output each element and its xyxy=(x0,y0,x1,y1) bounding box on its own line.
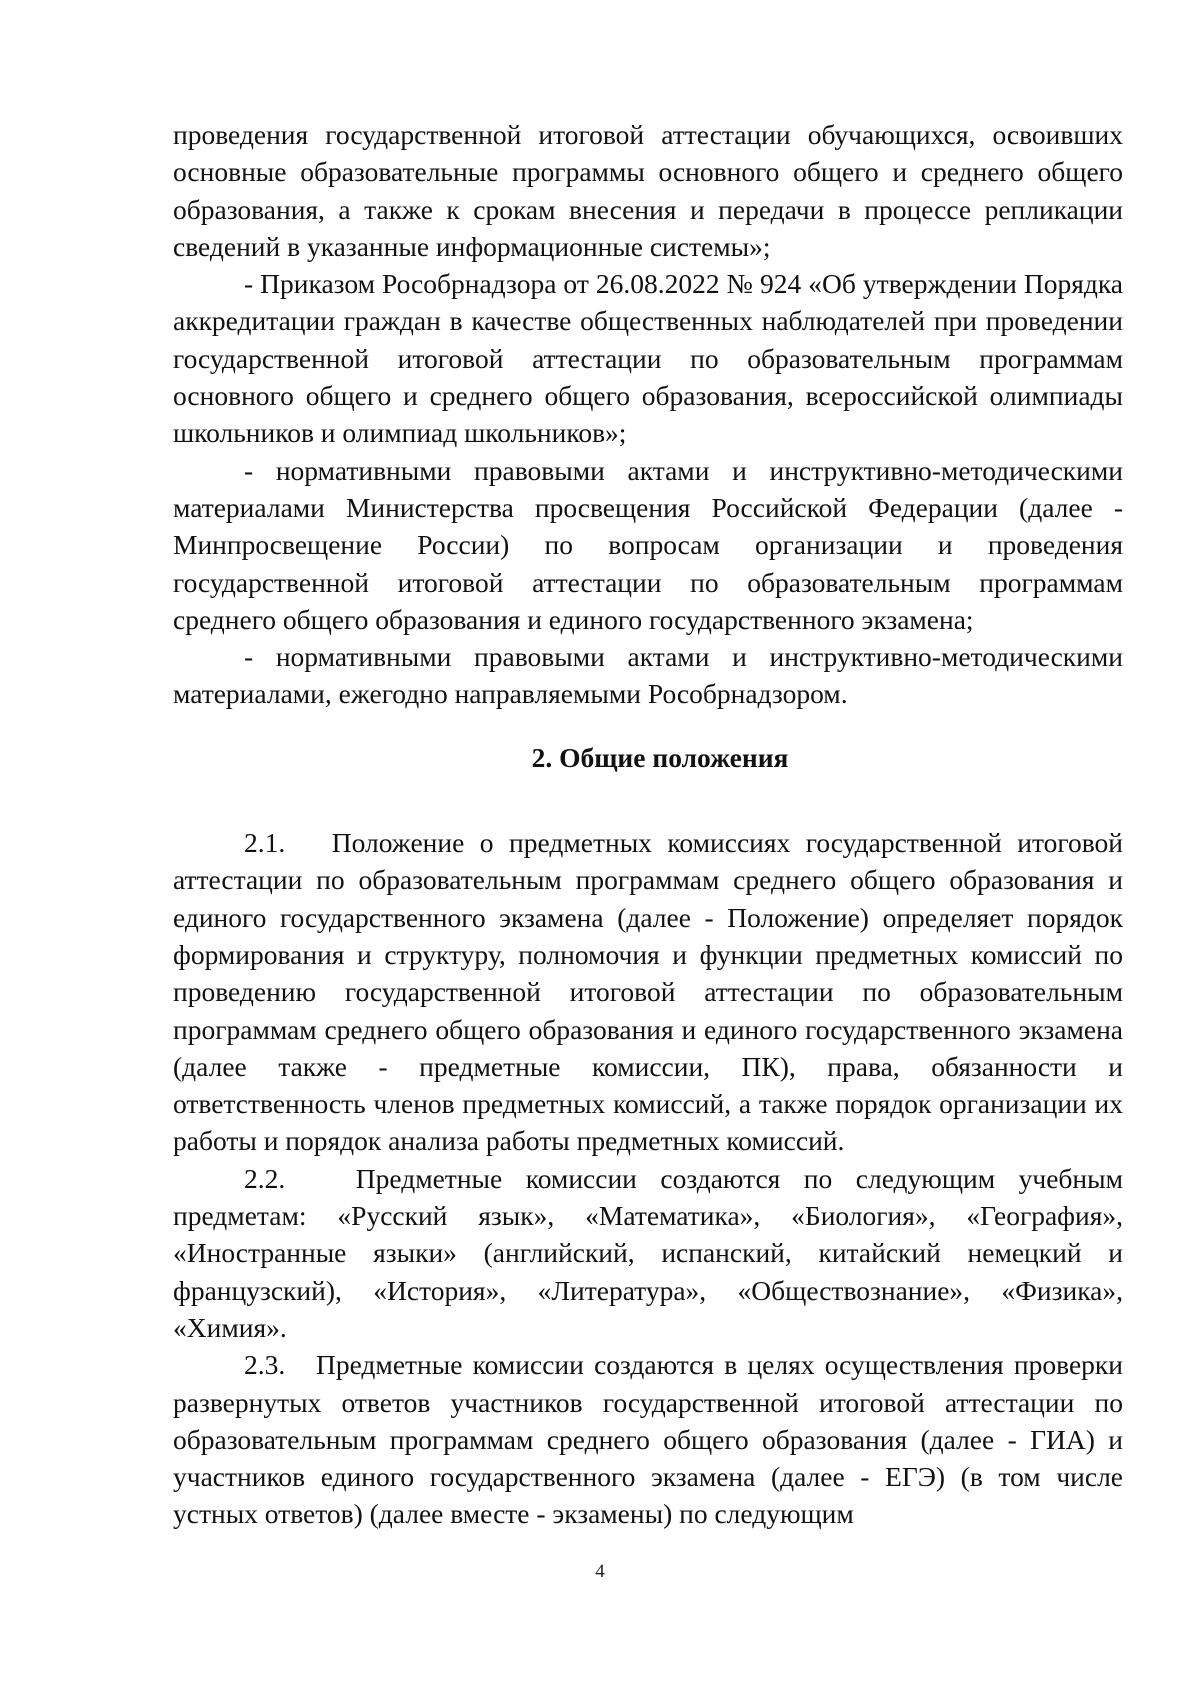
paragraph-2-1: 2.1. Положение о предметных комиссиях государственной итоговой аттестации по образовательным программам среднего общего образования и единого государственного экзамена (далее - Положение) определяет порядок формирования и структуру, полномочия и функции предметных комиссий по проведению государственной итоговой аттестации по образовательным программам среднего общего образования и единого государственного экзамена (далее также - предметные комиссии, ПК), права, обязанности и ответственность членов предметных комиссий, а также порядок организации их работы и порядок анализа работы предметных комиссий. xyxy=(173,827,1130,1157)
paragraph-2-2: 2.2. Предметные комиссии создаются по следующим учебным предметам: «Русский язык», «Математика», «Биология», «География», «Иностранные языки» (английский, испанский, китайский немецкий и французский), «История», «Литература», «Обществознание», «Физика», «Химия». xyxy=(173,1162,1130,1343)
paragraph-rosobrnadzor-materials: - нормативными правовыми актами и инструктивно-методическими материалами, ежегодно направляемыми Рособрнадзором. xyxy=(173,641,1123,710)
paragraph-minprosveshchenie-acts: - нормативными правовыми актами и инструктивно-методическими материалами Министерства просвещения Российской Федерации (далее - Минпросвещение России) по вопросам организации и проведения государственной итоговой аттестации по образовательным программам среднего общего образования и единого государственного экзамена; xyxy=(173,454,1123,635)
page-number: 4 xyxy=(595,1561,605,1582)
paragraph-2-3: 2.3. Предметные комиссии создаются в целях осуществления проверки развернутых ответов участников государственной итоговой аттестации по образовательным программам среднего общего образования (далее - ГИА) и участников единого государственного экзамена (далее - ЕГЭ) (в том числе устных ответов) (далее вместе - экзамены) по следующим xyxy=(173,1349,1130,1530)
paragraph-order-rosobrnadzor-924: - Приказом Рособрнадзора от 26.08.2022 № 924 «Об утверждении Порядка аккредитации граждан в качестве общественных наблюдателей при проведении государственной итоговой аттестации по образовательным программам основного общего и среднего общего образования, всероссийской олимпиады школьников и олимпиад школьников»; xyxy=(173,268,1123,449)
paragraph-continuation: проведения государственной итоговой аттестации обучающихся, освоивших основные образовательные программы основного общего и среднего общего образования, а также к срокам внесения и передачи в процессе репликации сведений в указанные информационные системы»; xyxy=(173,119,1123,262)
document-body xyxy=(173,116,1130,1533)
section-heading: 2. Общие положения xyxy=(531,741,789,773)
